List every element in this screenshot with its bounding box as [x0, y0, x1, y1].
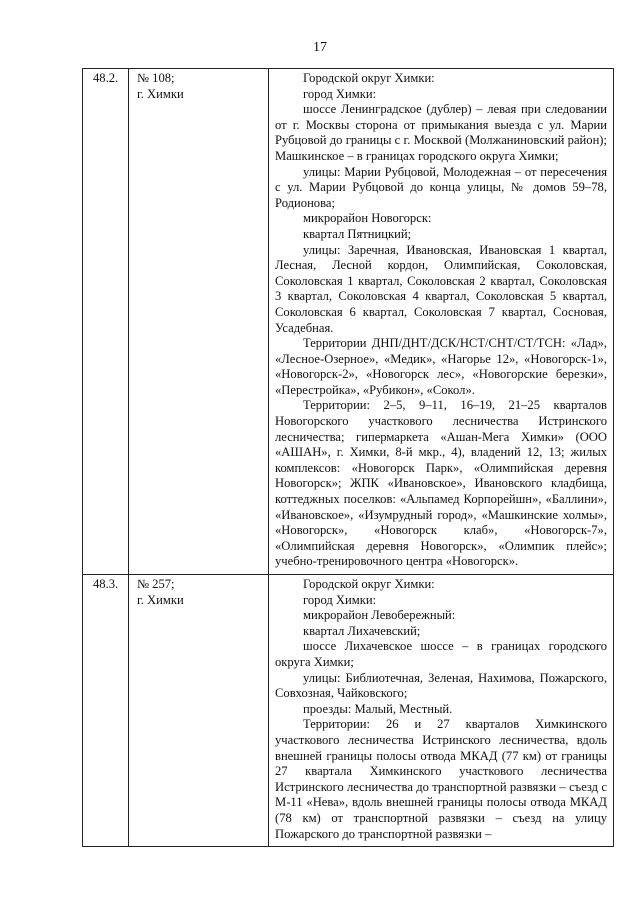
paragraph: проезды: Малый, Местный.	[303, 701, 453, 716]
districts-table	[82, 68, 614, 847]
paragraph: шоссе Лихачевское шоссе – в границах городского округа Химки;	[275, 639, 607, 669]
district-city: г. Химки	[137, 86, 184, 101]
row-number: 48.3.	[83, 575, 129, 847]
table-row	[83, 69, 614, 575]
paragraph: улицы: Заречная, Ивановская, Ивановская 1 квартал, Лесная, Лесной кордон, Олимпийская, Соколовская, Соколовская 1 квартал, Соколовская 2 квартал, Соколовская 3 квартал, Соколовская 4 квартал, Соколовская 5 квартал, Соколовская 6 квартал, Соколовская 7 квартал, Сосновая, Усадебная.	[275, 242, 607, 335]
paragraph: Территории: 26 и 27 кварталов Химкинского участкового лесничества Истринского лесничества, вдоль внешней границы полосы отвода МКАД (77 км) от границы 27 квартала Химкинского участкового лесничества Истринского лесничества до транспортной развязки – съезд с М-11 «Нева», вдоль внешней границы полосы отвода МКАД (78 км) от транспортной развязки – съезд на улицу Пожарского до транспортной развязки –	[275, 717, 607, 841]
district-number: № 257;	[137, 577, 175, 591]
description-cell	[269, 69, 614, 575]
paragraph: микрорайон Новогорск:	[303, 211, 432, 226]
row-number: 48.2.	[83, 69, 129, 575]
district-number: № 108;	[137, 71, 175, 85]
paragraph: улицы: Марии Рубцовой, Молодежная – от пересечения с ул. Марии Рубцовой до конца улицы, № домов 59–78, Родионова;	[275, 164, 607, 210]
paragraph: Территории ДНП/ДНТ/ДСК/НСТ/СНТ/СТ/ТСН: «Лад», «Лесное-Озерное», «Медик», «Нагорье 12», «Новогорск-1», «Новогорск-2», «Новогорск лес», «Новогорские березки», «Перестройка», «Рубикон», «Сокол».	[275, 336, 607, 397]
paragraph: Городской округ Химки:	[303, 577, 435, 591]
district-cell	[129, 575, 269, 847]
paragraph: квартал Лихачевский;	[303, 623, 421, 638]
paragraph: улицы: Библиотечная, Зеленая, Нахимова, Пожарского, Совхозная, Чайковского;	[275, 670, 607, 701]
district-cell	[129, 69, 269, 575]
page-number: 17	[313, 40, 327, 55]
district-city: г. Химки	[137, 592, 184, 607]
paragraph: город Химки:	[303, 86, 377, 101]
description-cell	[269, 575, 614, 847]
paragraph: город Химки:	[303, 592, 377, 607]
paragraph: шоссе Ленинградское (дублер) – левая при следовании от г. Москвы сторона от примыкания выезда с ул. Марии Рубцовой до границы с г. Москвой (Молжаниновский район); Машкинское – в границах городского округа Химки;	[275, 102, 607, 163]
paragraph: микрорайон Левобережный:	[303, 608, 456, 623]
paragraph: квартал Пятницкий;	[303, 226, 412, 241]
table-row	[83, 575, 614, 847]
paragraph: Территории: 2–5, 9–11, 16–19, 21–25 кварталов Новогорского участкового лесничества Истринского лесничества; гипермаркета «Ашан-Мега Химки» (ООО «АШАН», г. Химки, 8-й мкр., 4), владений 12, 13; жилых комплексов: «Новогорск Парк», «Олимпийская деревня Новогорск»; ЖПК «Ивановское», Ивановского кладбища, коттеджных поселков: «Альпамед Корпорейшн», «Баллини», «Ивановское», «Изумрудный город», «Машкинские холмы», «Новогорск», «Новогорск клаб», «Новогорск-7», «Олимпийская деревня Новогорск», «Олимпик плейс»; учебно-тренировочного центра «Новогорск».	[275, 398, 607, 569]
paragraph: Городской округ Химки:	[303, 71, 435, 85]
